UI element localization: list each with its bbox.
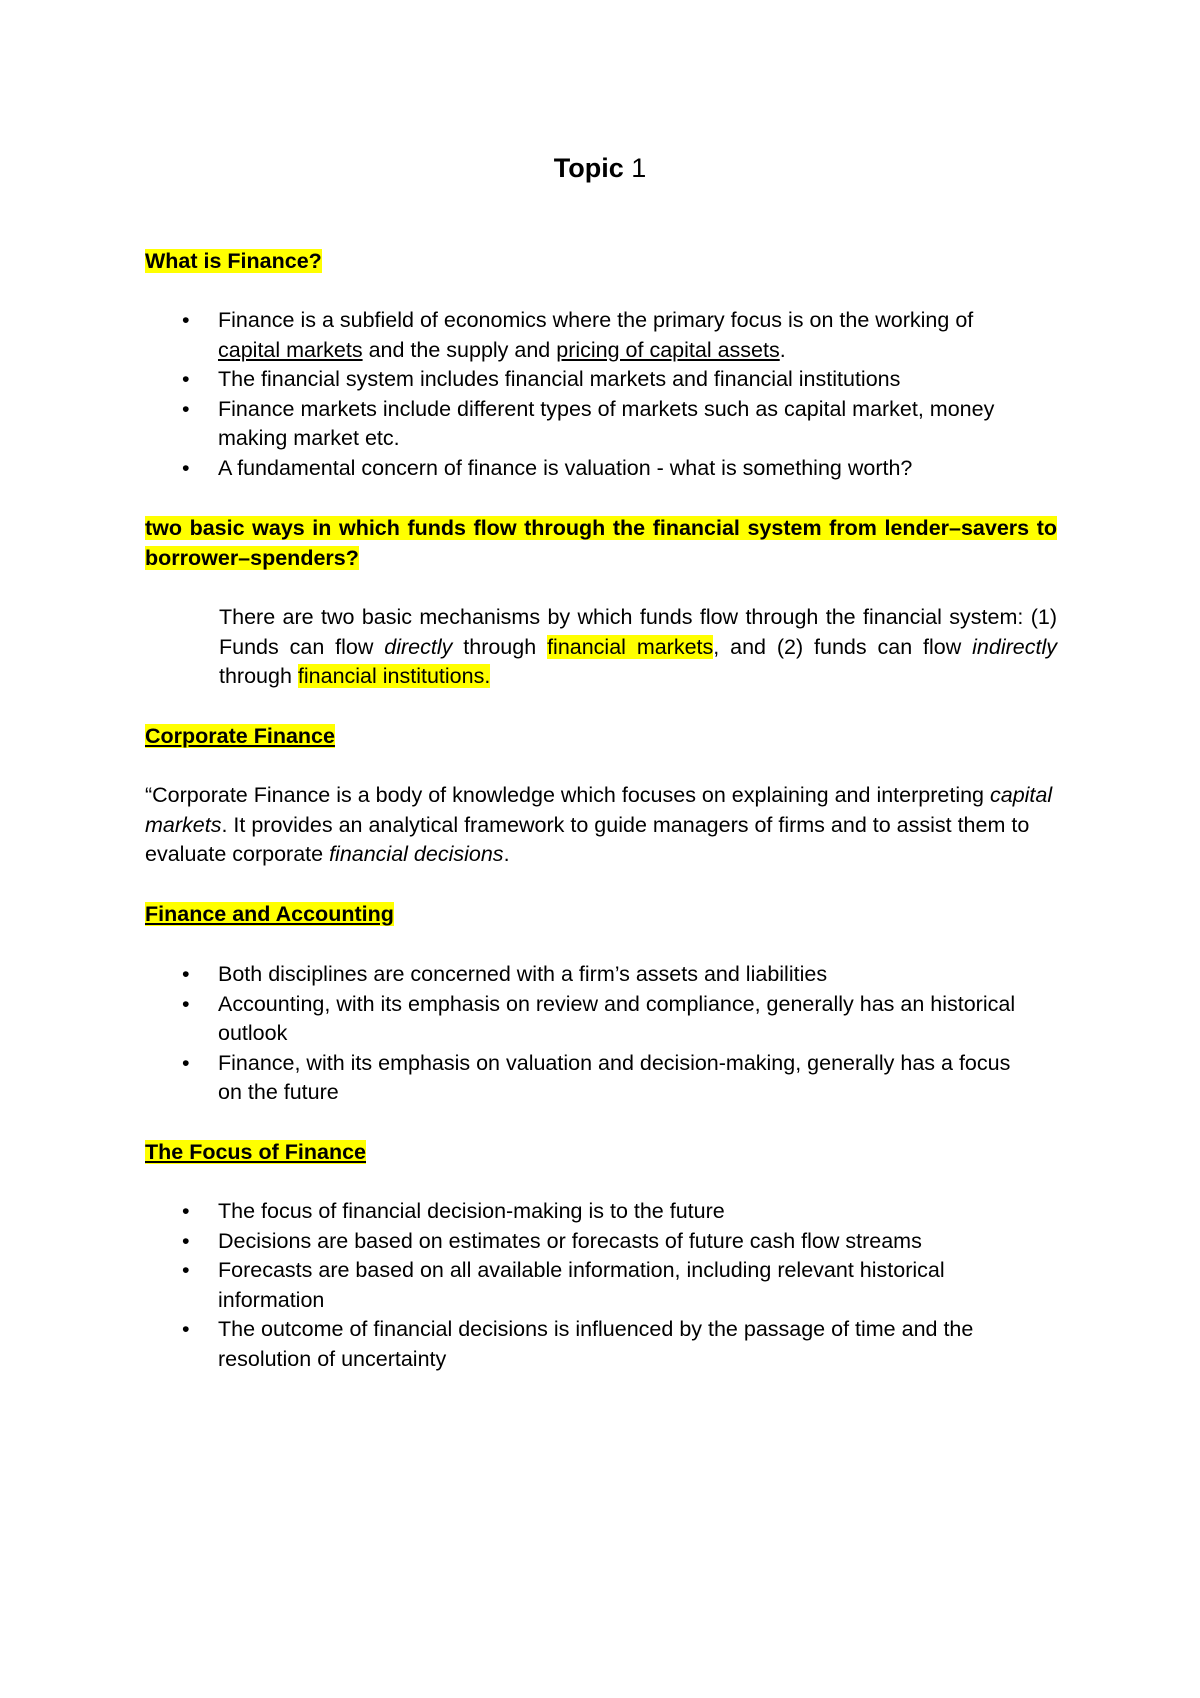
section-heading-finance-accounting: Finance and Accounting	[145, 902, 394, 926]
list-item: • Decisions are based on estimates or forecasts of future cash flow streams	[145, 1227, 1057, 1257]
what-is-finance-list	[145, 306, 1057, 483]
bullet-icon: •	[182, 991, 190, 1016]
financial-institutions-term: financial institutions.	[297, 664, 491, 688]
section-heading-focus-of-finance: The Focus of Finance	[145, 1140, 366, 1164]
list-item: • The financial system includes financial markets and financial institutions	[145, 365, 1057, 395]
list-item: • Forecasts are based on all available information, including relevant historical information	[182, 1258, 945, 1312]
list-item: • Finance is a subfield of economics where the primary focus is on the working of capital markets and the supply and pricing of capital assets.	[182, 308, 974, 362]
capital-markets-term: capital markets	[218, 337, 363, 362]
title-number: 1	[631, 153, 647, 183]
bullet-icon: •	[182, 1199, 190, 1223]
section-heading-what-is-finance: What is Finance?	[145, 249, 322, 273]
list-item: • Finance, with its emphasis on valuation and decision-making, generally has a focus on the future	[182, 1050, 1011, 1104]
list-item: • Both disciplines are concerned with a firm’s assets and liabilities	[145, 960, 1057, 990]
pricing-capital-assets-term: pricing of capital assets	[556, 337, 780, 362]
list-item: • The focus of financial decision-making is to the future	[145, 1197, 1057, 1227]
funds-flow-paragraph: There are two basic mechanisms by which funds flow through the financial system: (1) Funds can flow directly through financial markets, and (2) funds can flow indirectly through financial institutions.	[219, 605, 1057, 688]
section-heading-funds-flow: two basic ways in which funds flow through the financial system from lender–savers to borrower–spenders?	[145, 516, 1057, 570]
page-title	[0, 150, 1200, 186]
corporate-finance-paragraph: “Corporate Finance is a body of knowledge which focuses on explaining and interpreting capital markets. It provides an analytical framework to guide managers of firms and to assist them to evaluate corporate financial decisions.	[145, 783, 1053, 866]
list-item: • A fundamental concern of finance is valuation - what is something worth?	[145, 454, 1057, 484]
list-item: • Accounting, with its emphasis on review and compliance, generally has an historical outlook	[182, 991, 1016, 1045]
financial-markets-term: financial markets	[547, 634, 714, 659]
section-heading-corporate-finance: Corporate Finance	[145, 724, 335, 748]
bullet-icon: •	[182, 1228, 190, 1253]
title-word: Topic	[553, 153, 624, 183]
bullet-icon: •	[182, 962, 190, 986]
bullet-icon: •	[182, 455, 190, 480]
list-item: • Finance markets include different types of markets such as capital market, money making market etc.	[182, 396, 995, 450]
bullet-icon: •	[182, 1050, 190, 1075]
bullet-icon: •	[182, 1258, 190, 1282]
bullet-icon: •	[182, 308, 190, 332]
finance-accounting-list	[145, 960, 1057, 1108]
bullet-icon: •	[182, 1317, 190, 1341]
bullet-icon: •	[182, 396, 190, 421]
bullet-icon: •	[182, 367, 190, 391]
focus-of-finance-list	[145, 1197, 1057, 1374]
list-item: • The outcome of financial decisions is influenced by the passage of time and the resolution of uncertainty	[182, 1317, 974, 1371]
